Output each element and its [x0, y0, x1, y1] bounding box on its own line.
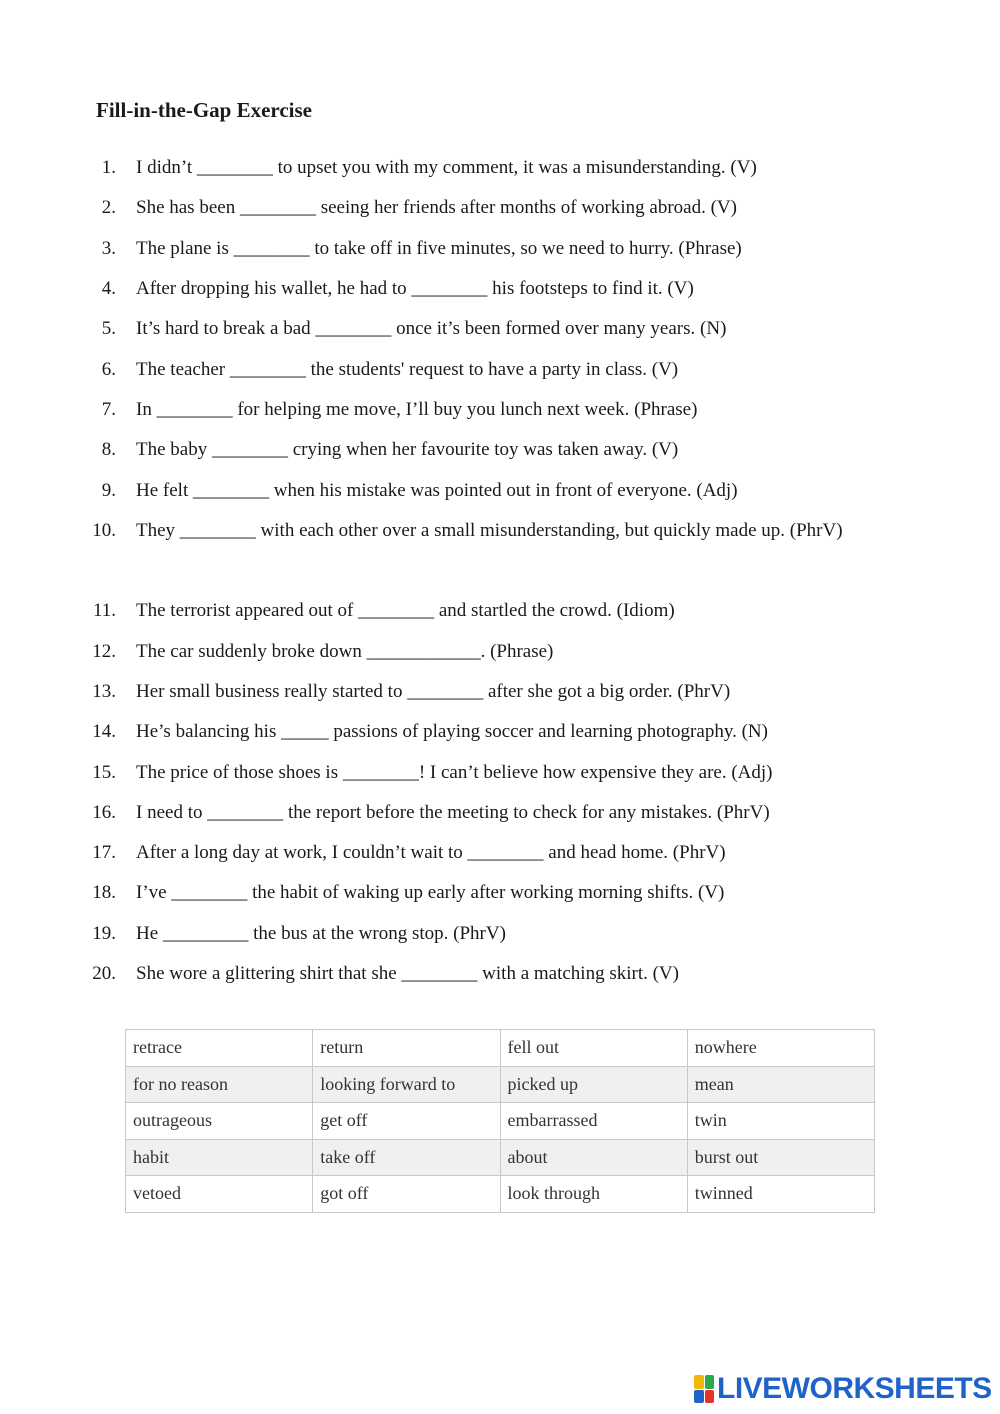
question-text: I’ve ________ the habit of waking up early after working morning shifts. (V) [136, 882, 725, 904]
question-text: I need to ________ the report before the meeting to check for any mistakes. (PhrV) [136, 801, 770, 823]
question-text: They ________ with each other over a small misunderstanding, but quickly made up. (PhrV) [136, 519, 843, 541]
question-text: The baby ________ crying when her favourite toy was taken away. (V) [136, 439, 679, 461]
question-item [0, 712, 1000, 752]
word-bank-row [126, 1066, 875, 1103]
question-text: After dropping his wallet, he had to ________ his footsteps to find it. (V) [136, 278, 694, 300]
question-text: Her small business really started to ________ after she got a big order. (PhrV) [136, 681, 731, 702]
word-bank-cell: retrace [126, 1030, 313, 1067]
question-text: The car suddenly broke down ____________. (Phrase) [136, 640, 554, 662]
word-bank-row [126, 1176, 875, 1213]
question-item [0, 349, 1000, 389]
question-number: 11. [92, 600, 116, 622]
question-text: He _________ the bus at the wrong stop. (PhrV) [136, 922, 506, 944]
question-item [0, 672, 1000, 712]
question-item [0, 954, 1000, 994]
question-number: 12. [92, 640, 116, 662]
question-item [0, 148, 1000, 188]
word-bank-row [126, 1103, 875, 1140]
question-text: She has been ________ seeing her friends after months of working abroad. (V) [136, 197, 737, 219]
word-bank-cell: looking forward to [313, 1066, 500, 1103]
question-text: He’s balancing his _____ passions of playing soccer and learning photography. (N) [136, 721, 768, 743]
question-text: He felt ________ when his mistake was pointed out in front of everyone. (Adj) [136, 479, 738, 501]
question-number: 15. [92, 761, 116, 783]
question-text: After a long day at work, I couldn’t wait to ________ and head home. (PhrV) [136, 842, 726, 864]
question-item [0, 511, 1000, 592]
question-number: 1. [101, 157, 116, 179]
question-item [0, 229, 1000, 269]
question-text: She wore a glittering shirt that she ________ with a matching skirt. (V) [136, 963, 679, 985]
question-text: The price of those shoes is ________! I can’t believe how expensive they are. (Adj) [136, 761, 773, 783]
word-bank-cell: get off [313, 1103, 500, 1140]
question-number: 7. [101, 398, 116, 420]
word-bank-cell: vetoed [126, 1176, 313, 1213]
question-number: 8. [101, 439, 116, 461]
question-number: 5. [101, 318, 116, 340]
question-text: It’s hard to break a bad ________ once it’s been formed over many years. (N) [136, 318, 727, 340]
question-number: 17. [92, 842, 116, 864]
word-bank-cell: take off [313, 1139, 500, 1176]
question-item [0, 390, 1000, 430]
question-list [0, 148, 1000, 994]
question-number: 18. [92, 882, 116, 904]
logo-text: LIVEWORKSHEETS [717, 1372, 992, 1405]
question-item [0, 188, 1000, 228]
word-bank-cell: embarrassed [500, 1103, 687, 1140]
word-bank-cell: look through [500, 1176, 687, 1213]
question-number: 20. [92, 963, 116, 985]
liveworksheets-logo-icon [694, 1375, 714, 1403]
word-bank-cell: burst out [687, 1139, 874, 1176]
question-item [0, 873, 1000, 913]
question-item [0, 833, 1000, 873]
logo-mark-square [705, 1375, 715, 1389]
question-text: I didn’t ________ to upset you with my comment, it was a misunderstanding. (V) [136, 157, 757, 179]
question-text: The plane is ________ to take off in five minutes, so we need to hurry. (Phrase) [136, 237, 742, 259]
word-bank-cell: picked up [500, 1066, 687, 1103]
question-number: 6. [101, 358, 116, 380]
question-number: 3. [101, 237, 116, 259]
word-bank-cell: return [313, 1030, 500, 1067]
word-bank-cell: outrageous [126, 1103, 313, 1140]
word-bank-cell: nowhere [687, 1030, 874, 1067]
question-item [0, 470, 1000, 510]
word-bank-cell: fell out [500, 1030, 687, 1067]
word-bank-cell: mean [687, 1066, 874, 1103]
liveworksheets-logo[interactable] [694, 1372, 992, 1406]
logo-mark-square [694, 1375, 704, 1389]
question-number: 10. [92, 519, 116, 541]
question-number: 14. [92, 721, 116, 743]
question-item [0, 632, 1000, 672]
question-number: 19. [92, 922, 116, 944]
word-bank-row [126, 1139, 875, 1176]
word-bank-cell: twin [687, 1103, 874, 1140]
word-bank-cell: got off [313, 1176, 500, 1213]
question-item [0, 591, 1000, 631]
word-bank-cell: twinned [687, 1176, 874, 1213]
question-item [0, 269, 1000, 309]
question-text: In ________ for helping me move, I’ll buy you lunch next week. (Phrase) [136, 398, 698, 420]
question-item [0, 914, 1000, 954]
question-number: 13. [92, 681, 116, 702]
word-bank-cell: habit [126, 1139, 313, 1176]
question-text: The terrorist appeared out of ________ and startled the crowd. (Idiom) [136, 600, 675, 622]
logo-mark-square [694, 1390, 704, 1404]
word-bank-cell: about [500, 1139, 687, 1176]
question-text: The teacher ________ the students' request to have a party in class. (V) [136, 358, 679, 380]
question-number: 2. [101, 197, 116, 219]
question-item [0, 793, 1000, 833]
question-number: 9. [101, 479, 116, 501]
question-item [0, 752, 1000, 792]
word-bank-row [126, 1030, 875, 1067]
question-item [0, 430, 1000, 470]
question-number: 16. [92, 801, 116, 823]
word-bank-cell: for no reason [126, 1066, 313, 1103]
question-item [0, 309, 1000, 349]
question-number: 4. [101, 278, 116, 300]
word-bank-table [125, 1029, 875, 1213]
logo-mark-square [705, 1390, 715, 1404]
page-title: Fill-in-the-Gap Exercise [96, 98, 312, 122]
